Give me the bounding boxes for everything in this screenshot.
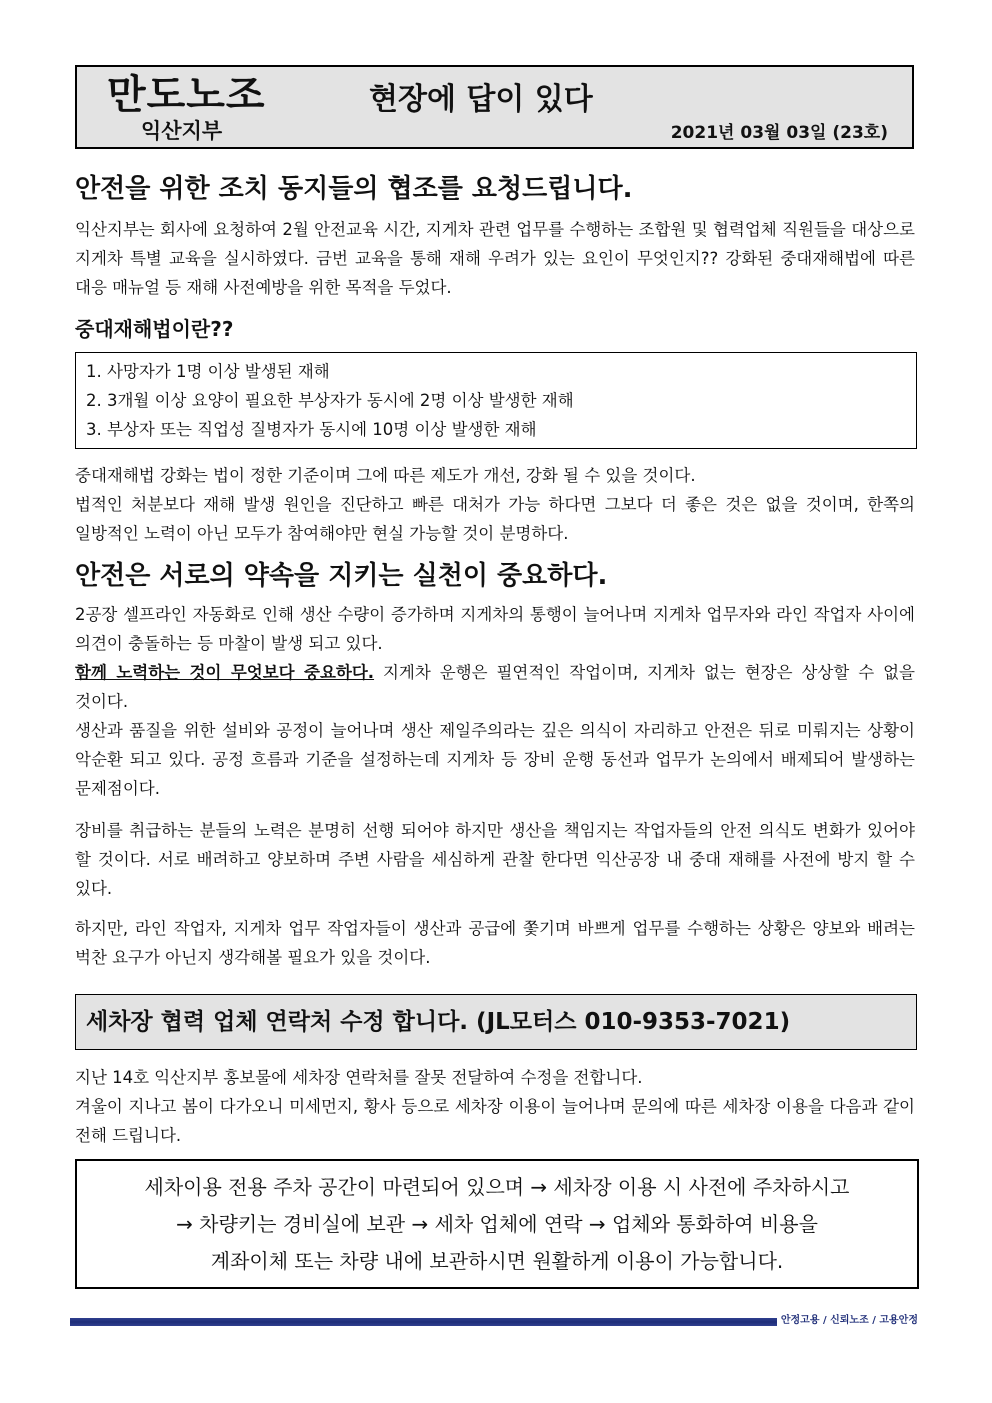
section1-after-line1: 중대재해법 강화는 법이 정한 기준이며 그에 따른 제도가 개선, 강화 될 수 있을 것이다. (75, 466, 696, 485)
section2-title: 안전은 서로의 약속을 지키는 실천이 중요하다. (75, 561, 608, 591)
section2-p1: 2공장 셀프라인 자동화로 인해 생산 수량이 증가하며 지게차의 통행이 늘어나며 지게차 업무자와 라인 작업자 사이에 의견이 충돌하는 등 마찰이 발생 되고 있다. (75, 605, 915, 653)
footer-text: 안정고용 / 신뢰노조 / 고용안정 (777, 1313, 922, 1329)
definition-item: 1. 사망자가 1명 이상 발생된 재해 (86, 362, 330, 381)
section3-p1: 지난 14호 익산지부 홍보물에 세차장 연락처를 잘못 전달하여 수정을 전합니다. (75, 1068, 643, 1087)
definition-box (75, 352, 917, 449)
section1-after-line2: 법적인 처분보다 재해 발생 원인을 진단하고 빠른 대처가 가능 하다면 그보다 더 좋은 것은 없을 것이며, 한쪽의 일방적인 노력이 아닌 모두가 참여해야만 현실 가능할 것이 분명하다. (75, 495, 915, 543)
section3-title: 세차장 협력 업체 연락처 수정 합니다. (JL모터스 010-9353-7021) (86, 1009, 791, 1035)
procedure-line: → 차량키는 경비실에 보관 → 세차 업체에 연락 → 업체와 통화하여 비용을 (176, 1212, 818, 1236)
procedure-box (75, 1159, 919, 1289)
brand-title: 만도노조 (107, 72, 266, 118)
issue-date: 2021년 03월 03일 (23호) (670, 123, 888, 143)
section2-p3: 생산과 품질을 위한 설비와 공정이 늘어나며 생산 제일주의라는 깊은 의식이 자리하고 안전은 뒤로 미뤄지는 상황이 악순환 되고 있다. 공정 흐름과 기준을 설정하는데 지게차 등 장비 운행 동선과 업무가 논의에서 배제되어 발생하는 문제점이다. (75, 721, 915, 798)
definition-item: 2. 3개월 이상 요양이 필요한 부상자가 동시에 2명 이상 발생한 재해 (86, 391, 574, 410)
branch-name: 익산지부 (141, 119, 223, 143)
slogan: 현장에 답이 있다 (369, 82, 593, 117)
emphasis-text: 함께 노력하는 것이 무엇보다 중요하다. (75, 663, 375, 682)
section1-intro: 익산지부는 회사에 요청하여 2월 안전교육 시간, 지게차 관련 업무를 수행하는 조합원 및 협력업체 직원들을 대상으로 지게차 특별 교육을 실시하였다. 금번 교육을 통해 재해 우려가 있는 요인이 무엇인지?? 강화된 중대재해법에 따른 대응 매뉴얼 등 재해 사전예방을 위한 목적을 두었다. (75, 220, 915, 297)
section2-p2 (75, 658, 915, 716)
procedure-line: 계좌이체 또는 차량 내에 보관하시면 원활하게 이용이 가능합니다. (210, 1249, 784, 1273)
section1-subtitle: 중대재해법이란?? (75, 317, 234, 341)
car-wash-title-box (75, 994, 917, 1050)
section3-p2: 겨울이 지나고 봄이 다가오니 미세먼지, 황사 등으로 세차장 이용이 늘어나며 문의에 따른 세차장 이용을 다음과 같이 전해 드립니다. (75, 1097, 915, 1145)
procedure-line: 세차이용 전용 주차 공간이 마련되어 있으며 → 세차장 이용 시 사전에 주차하시고 (144, 1175, 850, 1199)
section2-p4: 장비를 취급하는 분들의 노력은 분명히 선행 되어야 하지만 생산을 책임지는 작업자들의 안전 의식도 변화가 있어야 할 것이다. 서로 배려하고 양보하며 주변 사람을 세심하게 관찰 한다면 익산공장 내 중대 재해를 사전에 방지 할 수 있다. (75, 821, 915, 898)
masthead (75, 65, 914, 149)
section2-p2-rest: 지게차 운행은 필연적인 작업이며, 지게차 없는 현장은 상상할 수 없을 것이다. (75, 663, 915, 711)
definition-item: 3. 부상자 또는 직업성 질병자가 동시에 10명 이상 발생한 재해 (86, 420, 537, 439)
section2-p5: 하지만, 라인 작업자, 지게차 업무 작업자들이 생산과 공급에 쫓기며 바쁘게 업무를 수행하는 상황은 양보와 배려는 벅찬 요구가 아닌지 생각해볼 필요가 있을 것이다. (75, 919, 915, 967)
section1-title: 안전을 위한 조치 동지들의 협조를 요청드립니다. (75, 174, 633, 204)
